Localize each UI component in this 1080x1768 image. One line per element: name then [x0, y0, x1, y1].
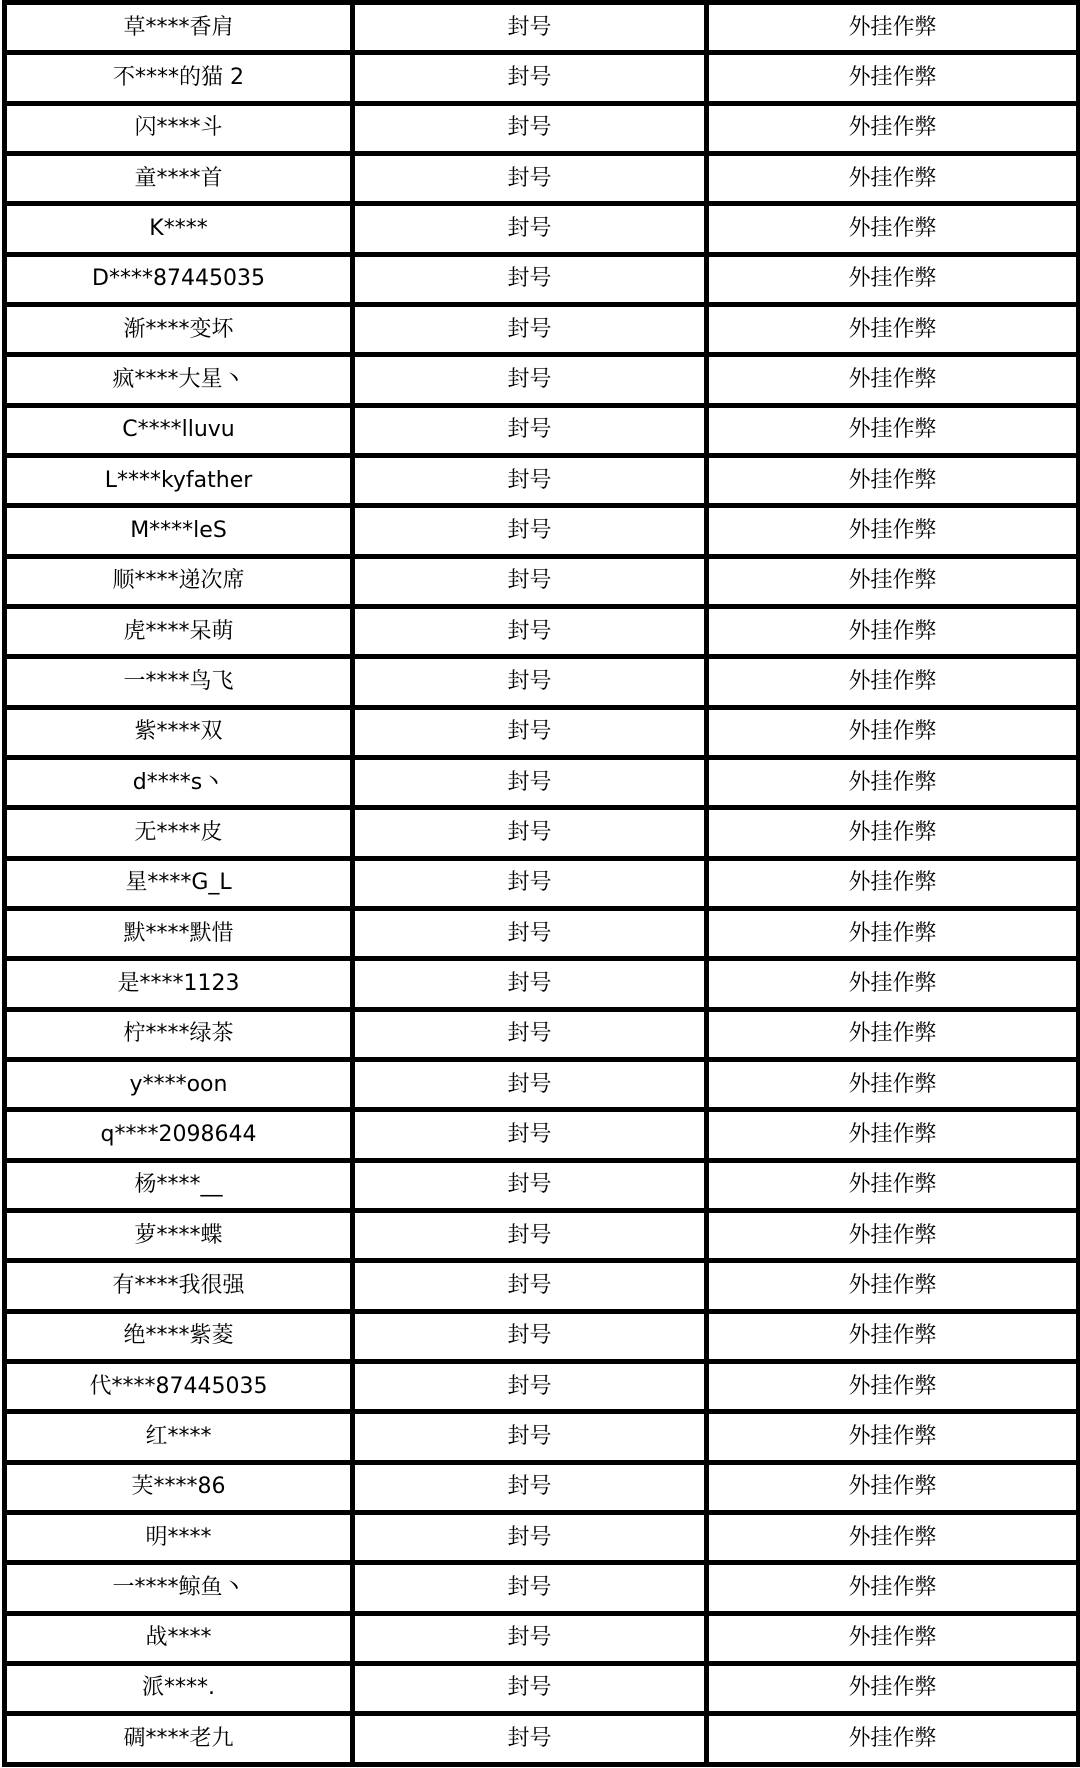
player-name-cell: D****87445035: [5, 254, 353, 304]
ban-list-body: [5, 3, 1079, 1765]
table-row: [5, 355, 1079, 405]
reason-cell: 外挂作弊: [707, 506, 1079, 556]
penalty-cell: 封号: [353, 1361, 707, 1411]
table-row: [5, 1361, 1079, 1411]
table-row: [5, 1160, 1079, 1210]
table-row: [5, 606, 1079, 656]
penalty-cell: 封号: [353, 1110, 707, 1160]
penalty-cell: 封号: [353, 1663, 707, 1713]
table-row: [5, 959, 1079, 1009]
player-name-cell: 疯****大星丶: [5, 355, 353, 405]
player-name-cell: 代****87445035: [5, 1361, 353, 1411]
reason-cell: 外挂作弊: [707, 405, 1079, 455]
penalty-cell: 封号: [353, 204, 707, 254]
reason-cell: 外挂作弊: [707, 1009, 1079, 1059]
penalty-cell: 封号: [353, 556, 707, 606]
penalty-cell: 封号: [353, 808, 707, 858]
table-row: [5, 808, 1079, 858]
reason-cell: 外挂作弊: [707, 455, 1079, 505]
reason-cell: 外挂作弊: [707, 858, 1079, 908]
reason-cell: 外挂作弊: [707, 204, 1079, 254]
table-row: [5, 1663, 1079, 1713]
player-name-cell: 一****鸟飞: [5, 657, 353, 707]
reason-cell: 外挂作弊: [707, 959, 1079, 1009]
penalty-cell: 封号: [353, 103, 707, 153]
table-row: [5, 908, 1079, 958]
penalty-cell: 封号: [353, 1563, 707, 1613]
table-row: [5, 455, 1079, 505]
reason-cell: 外挂作弊: [707, 1160, 1079, 1210]
penalty-cell: 封号: [353, 707, 707, 757]
reason-cell: 外挂作弊: [707, 1261, 1079, 1311]
penalty-cell: 封号: [353, 606, 707, 656]
penalty-cell: 封号: [353, 1261, 707, 1311]
player-name-cell: 绝****紫菱: [5, 1311, 353, 1361]
penalty-cell: 封号: [353, 1059, 707, 1109]
table-row: [5, 405, 1079, 455]
player-name-cell: 一****鲸鱼丶: [5, 1563, 353, 1613]
reason-cell: 外挂作弊: [707, 1512, 1079, 1562]
penalty-cell: 封号: [353, 254, 707, 304]
player-name-cell: 柠****绿茶: [5, 1009, 353, 1059]
penalty-cell: 封号: [353, 858, 707, 908]
reason-cell: 外挂作弊: [707, 1412, 1079, 1462]
reason-cell: 外挂作弊: [707, 53, 1079, 103]
penalty-cell: 封号: [353, 153, 707, 203]
table-row: [5, 153, 1079, 203]
player-name-cell: 童****首: [5, 153, 353, 203]
table-row: [5, 707, 1079, 757]
player-name-cell: 芙****86: [5, 1462, 353, 1512]
player-name-cell: 是****1123: [5, 959, 353, 1009]
player-name-cell: 战****: [5, 1613, 353, 1663]
player-name-cell: d****s丶: [5, 757, 353, 807]
player-name-cell: 红****: [5, 1412, 353, 1462]
table-row: [5, 53, 1079, 103]
reason-cell: 外挂作弊: [707, 908, 1079, 958]
player-name-cell: y****oon: [5, 1059, 353, 1109]
player-name-cell: C****lluvu: [5, 405, 353, 455]
table-row: [5, 1563, 1079, 1613]
table-row: [5, 1714, 1079, 1765]
player-name-cell: q****2098644: [5, 1110, 353, 1160]
table-row: [5, 1512, 1079, 1562]
reason-cell: 外挂作弊: [707, 1361, 1079, 1411]
penalty-cell: 封号: [353, 1160, 707, 1210]
reason-cell: 外挂作弊: [707, 1563, 1079, 1613]
table-row: [5, 757, 1079, 807]
penalty-cell: 封号: [353, 1714, 707, 1765]
player-name-cell: 派****.: [5, 1663, 353, 1713]
reason-cell: 外挂作弊: [707, 103, 1079, 153]
penalty-cell: 封号: [353, 3, 707, 53]
player-name-cell: K****: [5, 204, 353, 254]
player-name-cell: 明****: [5, 1512, 353, 1562]
table-row: [5, 1059, 1079, 1109]
player-name-cell: 闪****斗: [5, 103, 353, 153]
reason-cell: 外挂作弊: [707, 3, 1079, 53]
reason-cell: 外挂作弊: [707, 1663, 1079, 1713]
player-name-cell: 紫****双: [5, 707, 353, 757]
player-name-cell: 星****G_L: [5, 858, 353, 908]
reason-cell: 外挂作弊: [707, 1110, 1079, 1160]
table-row: [5, 858, 1079, 908]
penalty-cell: 封号: [353, 959, 707, 1009]
table-row: [5, 3, 1079, 53]
reason-cell: 外挂作弊: [707, 254, 1079, 304]
reason-cell: 外挂作弊: [707, 1059, 1079, 1109]
penalty-cell: 封号: [353, 405, 707, 455]
table-row: [5, 657, 1079, 707]
penalty-cell: 封号: [353, 757, 707, 807]
player-name-cell: 无****皮: [5, 808, 353, 858]
penalty-cell: 封号: [353, 1512, 707, 1562]
penalty-cell: 封号: [353, 1311, 707, 1361]
player-name-cell: 碉****老九: [5, 1714, 353, 1765]
table-row: [5, 254, 1079, 304]
penalty-cell: 封号: [353, 1210, 707, 1260]
player-name-cell: 不****的猫 2: [5, 53, 353, 103]
reason-cell: 外挂作弊: [707, 355, 1079, 405]
table-row: [5, 1261, 1079, 1311]
player-name-cell: 有****我很强: [5, 1261, 353, 1311]
player-name-cell: 虎****呆萌: [5, 606, 353, 656]
penalty-cell: 封号: [353, 657, 707, 707]
reason-cell: 外挂作弊: [707, 757, 1079, 807]
ban-list-table: [2, 0, 1080, 1767]
penalty-cell: 封号: [353, 1462, 707, 1512]
penalty-cell: 封号: [353, 908, 707, 958]
reason-cell: 外挂作弊: [707, 808, 1079, 858]
reason-cell: 外挂作弊: [707, 707, 1079, 757]
penalty-cell: 封号: [353, 304, 707, 354]
penalty-cell: 封号: [353, 53, 707, 103]
table-row: [5, 204, 1079, 254]
reason-cell: 外挂作弊: [707, 304, 1079, 354]
table-row: [5, 304, 1079, 354]
reason-cell: 外挂作弊: [707, 556, 1079, 606]
table-row: [5, 1412, 1079, 1462]
penalty-cell: 封号: [353, 1412, 707, 1462]
table-row: [5, 1009, 1079, 1059]
reason-cell: 外挂作弊: [707, 606, 1079, 656]
reason-cell: 外挂作弊: [707, 1311, 1079, 1361]
player-name-cell: M****leS: [5, 506, 353, 556]
reason-cell: 外挂作弊: [707, 1210, 1079, 1260]
reason-cell: 外挂作弊: [707, 1613, 1079, 1663]
table-row: [5, 556, 1079, 606]
table-row: [5, 1462, 1079, 1512]
table-row: [5, 1613, 1079, 1663]
player-name-cell: 萝****蝶: [5, 1210, 353, 1260]
reason-cell: 外挂作弊: [707, 1462, 1079, 1512]
table-row: [5, 103, 1079, 153]
player-name-cell: 草****香肩: [5, 3, 353, 53]
penalty-cell: 封号: [353, 455, 707, 505]
player-name-cell: 杨****__: [5, 1160, 353, 1210]
penalty-cell: 封号: [353, 1613, 707, 1663]
player-name-cell: 顺****递次席: [5, 556, 353, 606]
penalty-cell: 封号: [353, 506, 707, 556]
table-row: [5, 1110, 1079, 1160]
player-name-cell: 默****默惜: [5, 908, 353, 958]
player-name-cell: L****kyfather: [5, 455, 353, 505]
reason-cell: 外挂作弊: [707, 153, 1079, 203]
penalty-cell: 封号: [353, 1009, 707, 1059]
player-name-cell: 渐****变坏: [5, 304, 353, 354]
reason-cell: 外挂作弊: [707, 657, 1079, 707]
table-row: [5, 506, 1079, 556]
reason-cell: 外挂作弊: [707, 1714, 1079, 1765]
table-row: [5, 1210, 1079, 1260]
table-row: [5, 1311, 1079, 1361]
penalty-cell: 封号: [353, 355, 707, 405]
